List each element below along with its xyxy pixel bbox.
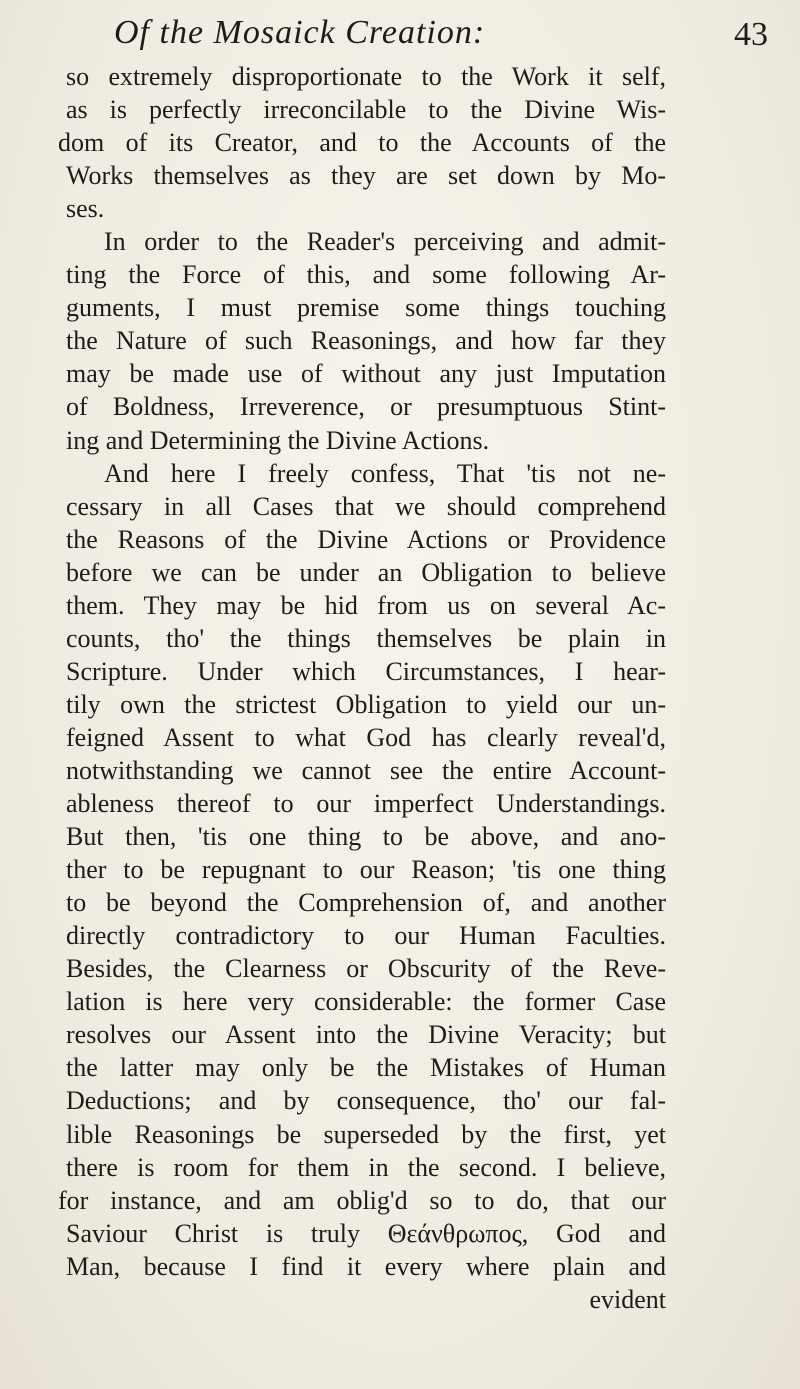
text-line: for instance, and am oblig'd so to do, that our	[58, 1185, 666, 1215]
text-line: Man, because I find it every where plain and	[66, 1251, 666, 1281]
text-line: Works themselves as they are set down by Mo-	[66, 161, 666, 191]
text-line: to be beyond the Comprehension of, and another	[66, 888, 666, 918]
text-line: guments, I must premise some things touching	[66, 293, 666, 323]
text-line: them. They may be hid from us on several Ac-	[66, 590, 666, 620]
text-line: so extremely disproportionate to the Work it self,	[66, 62, 666, 91]
text-line: ting the Force of this, and some following Ar-	[66, 260, 666, 290]
text-line: as is perfectly irreconcilable to the Divine Wis-	[66, 95, 666, 125]
text-line: the latter may only be the Mistakes of Human	[66, 1053, 666, 1083]
text-line: ses.	[66, 194, 105, 224]
paragraph-start-line: In order to the Reader's perceiving and admit-	[104, 227, 666, 257]
text-line: may be made use of without any just Imputation	[66, 359, 666, 389]
text-line: Deductions; and by consequence, tho' our fal-	[66, 1086, 666, 1116]
text-line: of Boldness, Irreverence, or presumptuous Stint-	[66, 392, 666, 422]
text-line: lation is here very considerable: the former Case	[66, 987, 666, 1017]
catchword: evident	[589, 1284, 666, 1314]
text-line: cessary in all Cases that we should comprehend	[66, 491, 666, 521]
text-line: there is room for them in the second. I believe,	[66, 1152, 666, 1182]
text-line: But then, 'tis one thing to be above, and ano-	[66, 822, 666, 852]
body-text	[58, 60, 666, 1316]
text-line: Besides, the Clearness or Obscurity of the Reve-	[66, 954, 666, 984]
page-number: 43	[734, 16, 768, 53]
text-line: resolves our Assent into the Divine Veracity; but	[66, 1020, 666, 1050]
text-line: ther to be repugnant to our Reason; 'tis one thing	[66, 855, 666, 885]
text-line: directly contradictory to our Human Faculties.	[66, 921, 666, 951]
text-line: notwithstanding we cannot see the entire Account-	[66, 755, 666, 785]
text-line: feigned Assent to what God has clearly reveal'd,	[66, 722, 666, 752]
text-line: before we can be under an Obligation to believe	[66, 557, 666, 587]
running-head: Of the Mosaick Creation:	[114, 14, 486, 51]
text-line: the Reasons of the Divine Actions or Providence	[66, 524, 666, 554]
text-line: Scripture. Under which Circumstances, I hear-	[66, 656, 666, 686]
text-line: tily own the strictest Obligation to yield our un-	[66, 689, 666, 719]
text-line: ing and Determining the Divine Actions.	[66, 425, 490, 455]
text-line: Saviour Christ is truly Θεάνθρωπος, God and	[66, 1218, 666, 1248]
paragraph-start-line: And here I freely confess, That 'tis not ne-	[104, 458, 666, 488]
page-header	[0, 14, 800, 58]
text-line: ableness thereof to our imperfect Understandings.	[66, 789, 666, 819]
text-line: counts, tho' the things themselves be plain in	[66, 623, 666, 653]
text-line: the Nature of such Reasonings, and how far they	[66, 326, 666, 356]
text-line: dom of its Creator, and to the Accounts of the	[58, 128, 666, 158]
text-line: lible Reasonings be superseded by the first, yet	[66, 1119, 666, 1149]
